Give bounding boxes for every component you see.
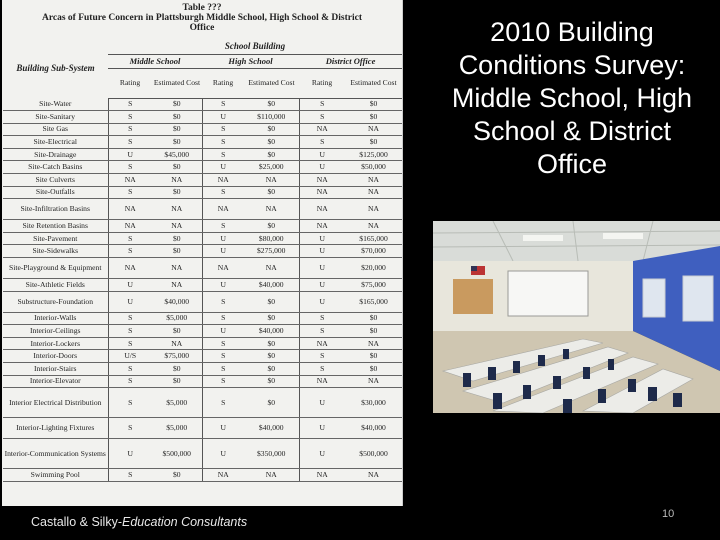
rating-cell: S: [299, 325, 345, 338]
rating-cell: S: [299, 111, 345, 124]
cost-cell: NA: [152, 337, 202, 350]
table-row: [3, 161, 402, 174]
rating-cell: S: [299, 98, 345, 111]
rating-cell: U: [108, 291, 152, 312]
table-row: [3, 220, 402, 233]
cost-cell: NA: [244, 199, 299, 220]
column-header: Rating: [108, 68, 152, 98]
rating-cell: U: [202, 418, 244, 439]
cost-cell: $5,000: [152, 388, 202, 418]
rating-cell: NA: [299, 186, 345, 199]
cost-cell: $20,000: [345, 258, 402, 279]
table-row: [3, 174, 402, 187]
column-header: Rating: [299, 68, 345, 98]
cost-cell: $25,000: [244, 161, 299, 174]
cost-cell: $0: [152, 123, 202, 136]
rating-cell: S: [108, 186, 152, 199]
rating-cell: S: [202, 186, 244, 199]
column-header: Estimated Cost: [345, 68, 402, 98]
rating-cell: S: [202, 312, 244, 325]
rating-cell: U: [108, 439, 152, 469]
table-row: [3, 439, 402, 469]
subsystem-cell: Site-Electrical: [3, 136, 108, 149]
column-header: Estimated Cost: [244, 68, 299, 98]
subsystem-cell: Site-Sanitary: [3, 111, 108, 124]
cost-cell: $350,000: [244, 439, 299, 469]
rating-cell: S: [108, 123, 152, 136]
cost-cell: $40,000: [152, 291, 202, 312]
cost-cell: NA: [152, 199, 202, 220]
table-row: [3, 123, 402, 136]
cost-cell: $0: [244, 136, 299, 149]
cost-cell: $0: [152, 111, 202, 124]
subsystem-cell: Interior-Elevator: [3, 375, 108, 388]
rating-cell: U: [299, 279, 345, 292]
rating-cell: S: [202, 375, 244, 388]
cost-cell: $45,000: [152, 148, 202, 161]
rating-cell: U: [202, 161, 244, 174]
cost-cell: $0: [152, 161, 202, 174]
cost-cell: $0: [152, 375, 202, 388]
rating-cell: U: [202, 232, 244, 245]
cost-cell: $165,000: [345, 291, 402, 312]
rating-cell: S: [108, 98, 152, 111]
cost-cell: $5,000: [152, 418, 202, 439]
cost-cell: $40,000: [345, 418, 402, 439]
rating-cell: S: [202, 337, 244, 350]
rating-cell: NA: [108, 220, 152, 233]
conditions-table: [3, 38, 402, 482]
rating-cell: NA: [299, 199, 345, 220]
rating-cell: S: [108, 469, 152, 482]
rating-cell: S: [202, 136, 244, 149]
footer-name: Castallo & Silky-: [31, 515, 122, 529]
table-row: [3, 98, 402, 111]
rating-cell: NA: [108, 199, 152, 220]
cost-cell: $0: [244, 220, 299, 233]
table-row: [3, 232, 402, 245]
table-row: [3, 337, 402, 350]
rating-cell: S: [108, 161, 152, 174]
rating-cell: S: [108, 136, 152, 149]
rating-cell: S: [108, 325, 152, 338]
cost-cell: $80,000: [244, 232, 299, 245]
rating-cell: S: [108, 418, 152, 439]
rating-cell: NA: [299, 123, 345, 136]
subsystem-cell: Interior-Doors: [3, 350, 108, 363]
cost-cell: $0: [152, 325, 202, 338]
cost-cell: $0: [244, 350, 299, 363]
cost-cell: $0: [152, 363, 202, 376]
table-title-line2: Arcas of Future Concern in Plattsburgh Middle School, High School & District: [41, 13, 362, 23]
cost-cell: $0: [152, 98, 202, 111]
table-row: [3, 136, 402, 149]
table-row: [3, 291, 402, 312]
cost-cell: $0: [244, 388, 299, 418]
header-building-subsystem: Building Sub-System: [16, 62, 95, 73]
rating-cell: U: [299, 418, 345, 439]
cost-cell: $0: [345, 136, 402, 149]
rating-cell: S: [202, 363, 244, 376]
subsystem-cell: Interior-Ceilings: [3, 325, 108, 338]
cost-cell: NA: [152, 258, 202, 279]
rating-cell: S: [108, 363, 152, 376]
cost-cell: $0: [152, 245, 202, 258]
rating-cell: S: [202, 123, 244, 136]
subsystem-cell: Site-Pavement: [3, 232, 108, 245]
rating-cell: S: [108, 375, 152, 388]
rating-cell: S: [202, 98, 244, 111]
rating-cell: NA: [108, 258, 152, 279]
table-row: [3, 363, 402, 376]
subsystem-cell: Interior-Lighting Fixtures: [3, 418, 108, 439]
table-title-line1: Table ???: [182, 3, 222, 13]
table-row: [3, 418, 402, 439]
rating-cell: S: [202, 388, 244, 418]
cost-cell: $0: [244, 312, 299, 325]
cost-cell: NA: [345, 123, 402, 136]
subsystem-cell: Interior-Communication Systems: [3, 439, 108, 469]
header-school-building: School Building: [108, 38, 402, 54]
subsystem-cell: Site-Playground & Equipment: [3, 258, 108, 279]
subsystem-cell: Site-Catch Basins: [3, 161, 108, 174]
cost-cell: $0: [244, 98, 299, 111]
rating-cell: S: [108, 245, 152, 258]
rating-cell: S: [108, 111, 152, 124]
cost-cell: $0: [345, 350, 402, 363]
rating-cell: NA: [202, 199, 244, 220]
table-row: [3, 312, 402, 325]
cost-cell: NA: [244, 469, 299, 482]
cost-cell: NA: [345, 174, 402, 187]
cost-cell: $500,000: [152, 439, 202, 469]
table-title: [2, 0, 402, 38]
cost-cell: $0: [244, 123, 299, 136]
rating-cell: S: [299, 136, 345, 149]
rating-cell: NA: [108, 174, 152, 187]
cost-cell: NA: [345, 186, 402, 199]
subsystem-cell: Site-Athletic Fields: [3, 279, 108, 292]
rating-cell: U: [202, 325, 244, 338]
cost-cell: $75,000: [345, 279, 402, 292]
cost-cell: $5,000: [152, 312, 202, 325]
rating-cell: S: [202, 291, 244, 312]
cost-cell: NA: [345, 337, 402, 350]
subsystem-cell: Site-Drainage: [3, 148, 108, 161]
rating-cell: NA: [299, 469, 345, 482]
subsystem-cell: Site-Water: [3, 98, 108, 111]
rating-cell: U: [299, 388, 345, 418]
cost-cell: $0: [345, 325, 402, 338]
cost-cell: $500,000: [345, 439, 402, 469]
subsystem-cell: Site-Infiltration Basins: [3, 199, 108, 220]
rating-cell: NA: [202, 469, 244, 482]
table-row: [3, 325, 402, 338]
subsystem-cell: Substructure-Foundation: [3, 291, 108, 312]
rating-cell: S: [299, 312, 345, 325]
subsystem-cell: Swimming Pool: [3, 469, 108, 482]
cost-cell: $75,000: [152, 350, 202, 363]
header-high-school: High School: [202, 54, 299, 68]
header-middle-school: Middle School: [108, 54, 202, 68]
table-row: [3, 111, 402, 124]
rating-cell: NA: [299, 337, 345, 350]
cost-cell: $30,000: [345, 388, 402, 418]
table-row: [3, 388, 402, 418]
rating-cell: U/S: [108, 350, 152, 363]
rating-cell: NA: [299, 375, 345, 388]
classroom-photo: [433, 221, 720, 413]
cost-cell: $0: [244, 337, 299, 350]
rating-cell: U: [202, 439, 244, 469]
cost-cell: $0: [345, 98, 402, 111]
cost-cell: NA: [345, 375, 402, 388]
table-row: [3, 245, 402, 258]
header-district-office: District Office: [299, 54, 402, 68]
rating-cell: U: [299, 439, 345, 469]
cost-cell: $0: [152, 469, 202, 482]
cost-cell: NA: [152, 279, 202, 292]
rating-cell: U: [299, 258, 345, 279]
cost-cell: NA: [244, 258, 299, 279]
subsystem-cell: Site Retention Basins: [3, 220, 108, 233]
rating-cell: S: [202, 350, 244, 363]
rating-cell: U: [202, 111, 244, 124]
table-title-line3: Office: [189, 23, 215, 33]
rating-cell: NA: [202, 258, 244, 279]
cost-cell: $0: [345, 363, 402, 376]
subsystem-cell: Site-Outfalls: [3, 186, 108, 199]
cost-cell: $0: [152, 186, 202, 199]
rating-cell: S: [202, 148, 244, 161]
cost-cell: $110,000: [244, 111, 299, 124]
rating-cell: U: [202, 279, 244, 292]
cost-cell: $40,000: [244, 279, 299, 292]
survey-table-image: [2, 0, 403, 506]
cost-cell: $70,000: [345, 245, 402, 258]
table-row: [3, 469, 402, 482]
subsystem-cell: Interior-Lockers: [3, 337, 108, 350]
cost-cell: $0: [152, 232, 202, 245]
slide-title: 2010 Building Conditions Survey: Middle School, High School & District Office: [451, 17, 693, 179]
table-row: [3, 258, 402, 279]
rating-cell: S: [108, 388, 152, 418]
table-row: [3, 148, 402, 161]
cost-cell: NA: [152, 220, 202, 233]
table-row: [3, 375, 402, 388]
subsystem-cell: Site Culverts: [3, 174, 108, 187]
rating-cell: U: [202, 245, 244, 258]
cost-cell: $0: [244, 291, 299, 312]
rating-cell: NA: [299, 220, 345, 233]
cost-cell: NA: [345, 220, 402, 233]
table-row: [3, 279, 402, 292]
footer-credit: [31, 515, 247, 529]
cost-cell: $0: [345, 312, 402, 325]
column-header: Rating: [202, 68, 244, 98]
cost-cell: $0: [244, 363, 299, 376]
subsystem-cell: Interior Electrical Distribution: [3, 388, 108, 418]
rating-cell: U: [299, 245, 345, 258]
rating-cell: S: [299, 350, 345, 363]
subsystem-cell: Site-Sidewalks: [3, 245, 108, 258]
cost-cell: $275,000: [244, 245, 299, 258]
cost-cell: $0: [345, 111, 402, 124]
cost-cell: $0: [244, 186, 299, 199]
rating-cell: S: [108, 337, 152, 350]
rating-cell: U: [299, 161, 345, 174]
cost-cell: $165,000: [345, 232, 402, 245]
rating-cell: U: [299, 148, 345, 161]
rating-cell: U: [299, 232, 345, 245]
subsystem-cell: Interior-Walls: [3, 312, 108, 325]
cost-cell: NA: [244, 174, 299, 187]
table-row: [3, 350, 402, 363]
cost-cell: $0: [244, 148, 299, 161]
cost-cell: $125,000: [345, 148, 402, 161]
rating-cell: NA: [202, 174, 244, 187]
rating-cell: S: [202, 220, 244, 233]
cost-cell: $0: [244, 375, 299, 388]
cost-cell: $0: [152, 136, 202, 149]
footer-role: Education Consultants: [122, 515, 248, 529]
table-row: [3, 186, 402, 199]
cost-cell: $40,000: [244, 325, 299, 338]
rating-cell: U: [299, 291, 345, 312]
cost-cell: NA: [152, 174, 202, 187]
rating-cell: U: [108, 148, 152, 161]
cost-cell: NA: [345, 199, 402, 220]
rating-cell: S: [299, 363, 345, 376]
rating-cell: NA: [299, 174, 345, 187]
cost-cell: NA: [345, 469, 402, 482]
page-number: 10: [662, 508, 675, 520]
table-row: [3, 199, 402, 220]
cost-cell: $50,000: [345, 161, 402, 174]
rating-cell: S: [108, 232, 152, 245]
subsystem-cell: Site Gas: [3, 123, 108, 136]
cost-cell: $40,000: [244, 418, 299, 439]
rating-cell: U: [108, 279, 152, 292]
subsystem-cell: Interior-Stairs: [3, 363, 108, 376]
column-header: Estimated Cost: [152, 68, 202, 98]
rating-cell: S: [108, 312, 152, 325]
